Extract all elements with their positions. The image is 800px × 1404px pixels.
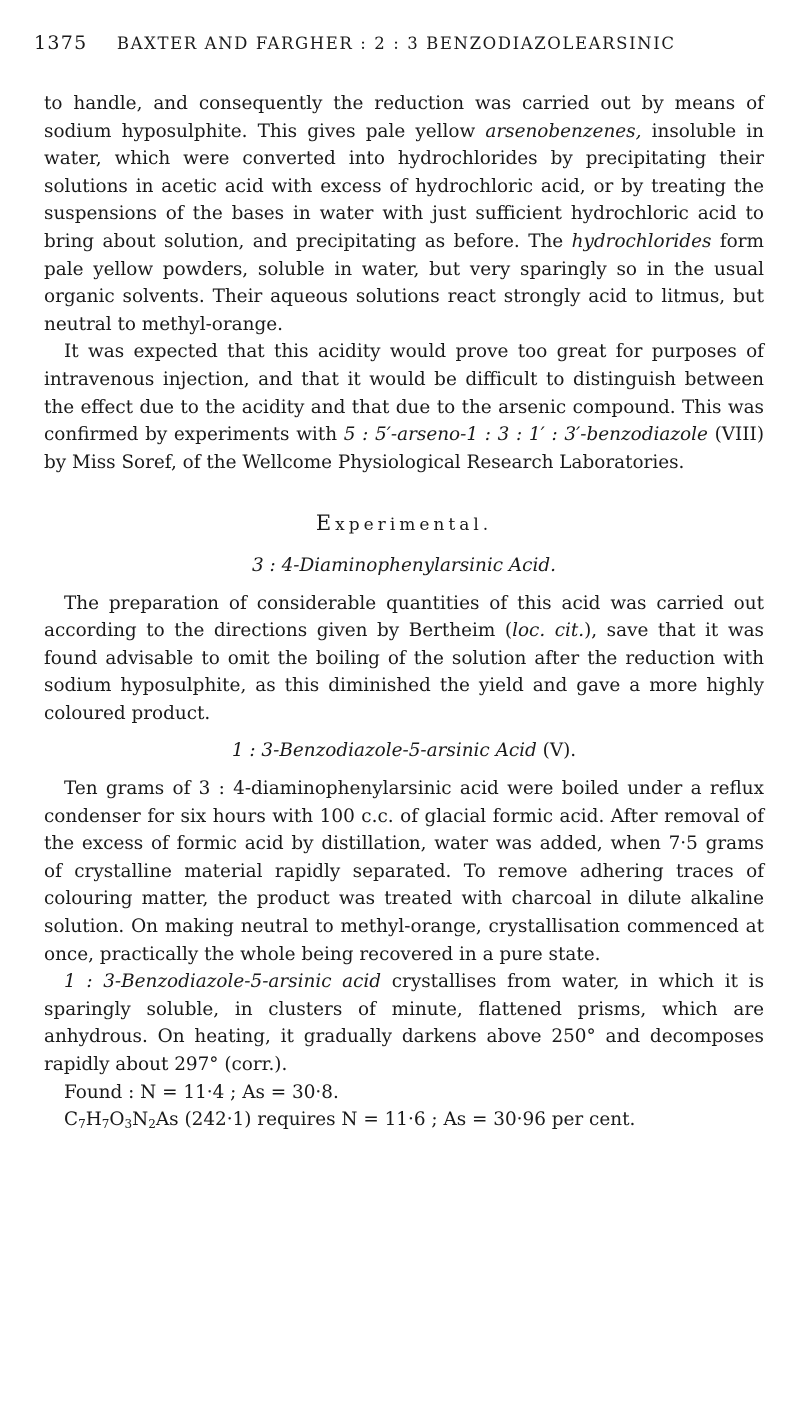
- subheading-2: [44, 737, 764, 765]
- running-head: [34, 32, 774, 54]
- formula-element: H: [85, 1109, 102, 1131]
- text-run: insoluble in water, which were converted into hydrochlorides by precipitating their solutions in acetic acid with excess of hydrochloric acid, or by treating the suspensions of the bases in water with just sufficient hydrochloric acid to bring about solution, and precipitating as before. The: [44, 120, 764, 252]
- text-run: to handle, and consequently the reduction was carried out by means of sodium hyposulphite. This gives pale yellow: [44, 93, 764, 142]
- text-run: crystallises from water, in which it is sparingly soluble, in clusters of minute, flattened prisms, which are anhydrous. On heating, it gradually darkens above 250° and decomposes rapidly about 297° (corr.).: [44, 971, 765, 1075]
- formula-element: O: [109, 1109, 125, 1131]
- formula-subscript: 7: [78, 1117, 86, 1132]
- formula-line: [44, 1106, 764, 1134]
- page-number: 1375: [34, 32, 88, 54]
- text-run: form pale yellow powders, soluble in water, but very sparingly so in the usual organic solvents. Their aqueous solutions react strongly acid to litmus, but neutral to methyl-orange.: [44, 230, 764, 335]
- paragraph-3: [44, 590, 764, 728]
- subheading-2-italic: 1 : 3-Benzodiazole-5-arsinic Acid: [231, 740, 537, 762]
- formula-element: C: [64, 1109, 79, 1131]
- formula-element: As: [155, 1109, 179, 1131]
- text-run: It was expected that this acidity would prove too great for purposes of intravenous injection, and that it would be difficult to distinguish between the effect due to the acidity and that due to the arsenic compound. This was confirmed by experiments with: [44, 341, 764, 446]
- italic-term: arsenobenzenes,: [485, 120, 642, 142]
- body-text: [44, 90, 764, 1134]
- formula-element: N: [132, 1109, 149, 1131]
- paragraph-1: [44, 90, 764, 338]
- running-title: BAXTER AND FARGHER : 2 : 3 BENZODIAZOLEARSINIC: [116, 34, 676, 53]
- formula-subscript: 3: [124, 1117, 133, 1132]
- text-run: The preparation of considerable quantities of this acid was carried out according to the directions given by Bertheim (: [44, 592, 764, 642]
- text-run: ), save that it was found advisable to omit the boiling of the solution after the reduction with sodium hyposulphite, as this diminished the yield and gave a more highly coloured product.: [44, 620, 764, 724]
- subheading-2-tail: (V).: [536, 740, 577, 762]
- italic-term: loc. cit.: [512, 620, 585, 642]
- section-heading: [44, 510, 764, 540]
- found-values: Found : N = 11·4 ; As = 30·8.: [64, 1081, 339, 1103]
- formula-requirement: (242·1) requires N = 11·6 ; As = 30·96 per cent.: [178, 1109, 636, 1131]
- formula-subscript: 2: [148, 1117, 156, 1132]
- subheading-1: 3 : 4-Diaminophenylarsinic Acid.: [252, 554, 556, 576]
- heading-initial: E: [315, 511, 336, 536]
- italic-term: 5 : 5′-arseno-1 : 3 : 1′ : 3′-benzodiazole: [343, 424, 708, 446]
- paragraph-5: [44, 968, 764, 1078]
- formula-subscript: 7: [101, 1117, 110, 1132]
- italic-term: 1 : 3-Benzodiazole-5-arsinic acid: [64, 971, 382, 993]
- paragraph-2: [44, 338, 764, 476]
- paragraph-4: Ten grams of 3 : 4-diaminophenylarsinic acid were boiled under a reflux condenser for six hours with 100 c.c. of glacial formic acid. After removal of the excess of formic acid by distillation, water was added, when 7·5 grams of crystalline material rapidly separated. To remove adhering traces of colouring matter, the product was treated with charcoal in dilute alkaline solution. On making neutral to methyl-orange, crystallisation commenced at once, practically the whole being recovered in a pure state.: [44, 778, 764, 965]
- text-run: (VIII) by Miss Soref, of the Wellcome Physiological Research Laboratories.: [44, 424, 764, 473]
- italic-term: hydrochlorides: [571, 230, 712, 252]
- heading-rest: xperimental.: [335, 515, 493, 536]
